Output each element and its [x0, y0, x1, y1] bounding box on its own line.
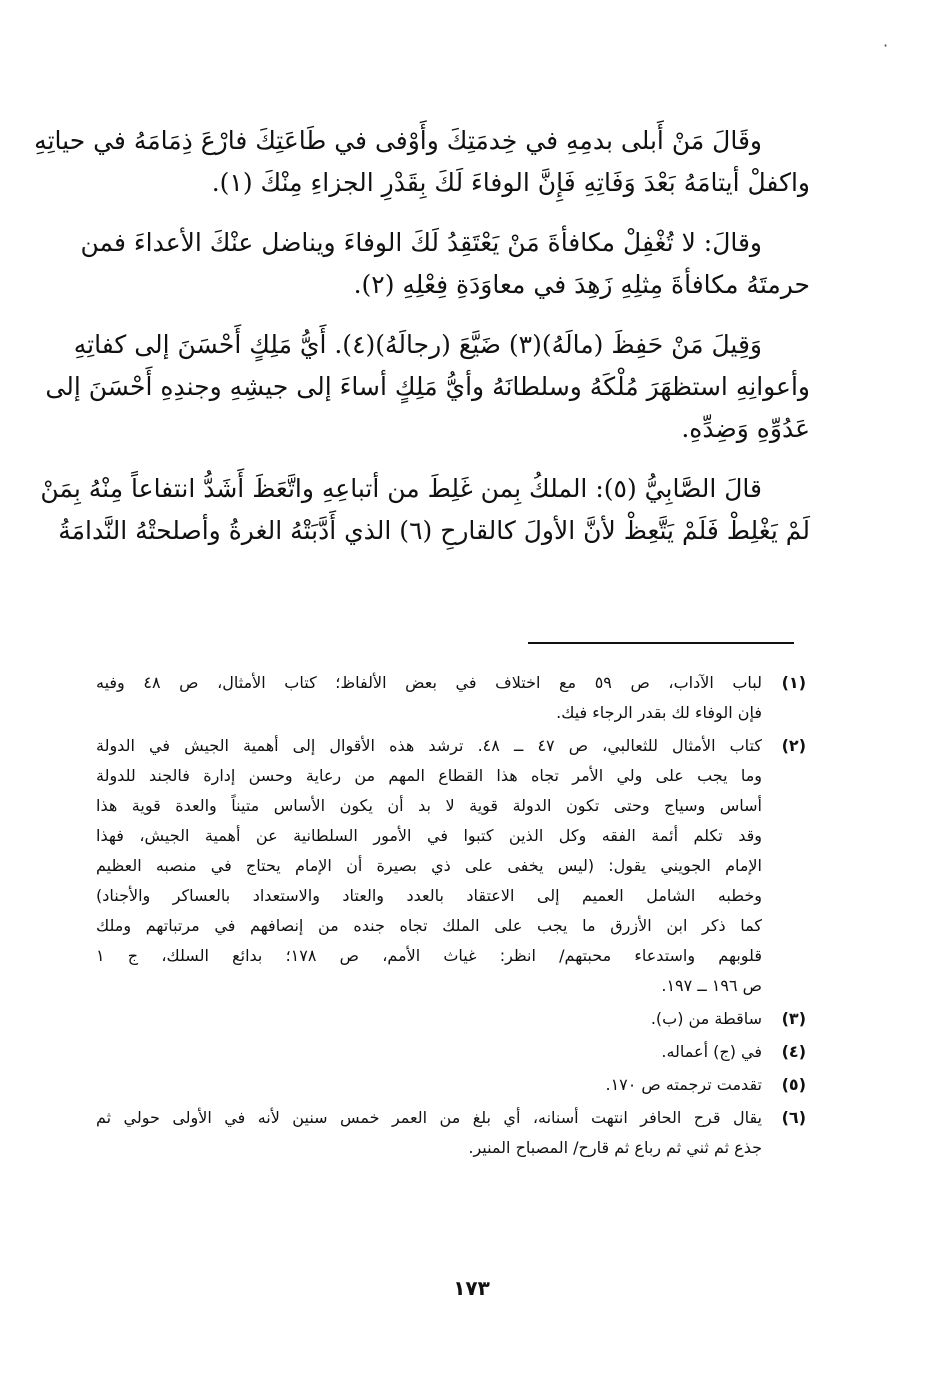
paragraph-3 — [45, 324, 810, 450]
footnote-5 — [96, 1070, 806, 1100]
corner-mark: · — [883, 36, 889, 55]
footnote-number: (٦) — [781, 1108, 806, 1127]
text-line: واكفلْ أيتامَهُ بَعْدَ وَفَاتِهِ فَإِنَّ الوفاءَ لَكَ بِقَدْرِ الجزاءِ مِنْكَ (١). — [211, 168, 810, 197]
footnote-line: كتاب الأمثال للثعالبي، ص ٤٧ ــ ٤٨. ترشد هذه الأقوال إلى أهمية الجيش في الدولة — [96, 736, 763, 755]
footnote-body — [96, 668, 762, 728]
footnote-number: (٢) — [781, 736, 806, 755]
text-line: لَمْ يَغْلِطْ فَلَمْ يَتَّعِظْ لأنَّ الأولَ كالقارحِ (٦) الذي أَدَّبَتْهُ الغرةُ وأصلحتْهُ النَّدامَةُ — [58, 516, 810, 545]
text-line: وقالَ: لا تُغْفِلْ مكافأةَ مَنْ يَعْتَقِدُ لَكَ الوفاءَ ويناضل عنْكَ الأعداءَ فمن — [80, 228, 762, 257]
footnote-number: (٥) — [781, 1075, 806, 1094]
footnote-number: (١) — [781, 673, 806, 692]
paragraph-1 — [34, 120, 810, 204]
footnote-line: وقد تكلم أئمة الفقه وكل الذين كتبوا في الأمور السلطانية عن أهمية الجيش، فهذا — [96, 826, 762, 845]
footnote-1 — [96, 668, 806, 728]
footnote-line: ص ١٩٦ ــ ١٩٧. — [661, 976, 762, 995]
footnote-body — [96, 1037, 762, 1067]
footnote-line: تقدمت ترجمته ص ١٧٠. — [605, 1075, 762, 1094]
footnote-line: فإن الوفاء لك بقدر الرجاء فيك. — [556, 703, 762, 722]
text-line: وأعوانِهِ استظهَرَ مُلْكَهُ وسلطانَهُ وأيُّ مَلِكٍ أساءَ إلى جيشِهِ وجندِهِ أَحْسَنَ إلى — [45, 372, 810, 401]
footnote-line: كما ذكر ابن الأزرق ما يجب على الملك تجاه جنده من إنصافهم في مرتباتهم وملك — [96, 916, 762, 935]
footnote-line: جذع ثم ثني ثم رباع ثم قارح/ المصباح المنير. — [468, 1138, 762, 1157]
paragraph-2 — [80, 222, 810, 306]
footnote-line: الإمام الجويني يقول: (ليس يخفى على ذي بصيرة أن الإمام يحتاج في منصبه العظيم — [96, 856, 762, 875]
footnote-number: (٣) — [781, 1009, 806, 1028]
text-line: قالَ الصَّابِيُّ (٥): الملكُ بِمن غَلِطَ من أتباعِهِ واتَّعَظَ أَشَدُّ انتفاعاً مِنْهُ بِمَنْ — [40, 474, 762, 503]
paragraph-4 — [40, 468, 810, 552]
footnote-line: في (ج) أعماله. — [661, 1042, 762, 1061]
footnote-line: وما يجب على ولي الأمر تجاه هذا القطاع المهم من رعاية وحسن إدارة فالجند للدولة — [96, 766, 762, 785]
text-line: حرمتَهُ مكافأةَ مِثلِهِ زَهِدَ في معاوَدَةِ فِعْلِهِ (٢). — [353, 270, 810, 299]
footnote-6 — [96, 1103, 806, 1163]
footnotes — [96, 668, 806, 1166]
footnote-body — [96, 1004, 762, 1034]
footnote-body — [96, 1103, 762, 1163]
text-line: وقَالَ مَنْ أَبلى بدمِهِ في خِدمَتِكَ وأَوْفى في طَاعَتِكَ فارْعَ ذِمَامَهُ في حياتِهِ — [34, 126, 762, 155]
footnote-line: قلوبهم واستدعاء محبتهم/ انظر: غياث الأمم، ص ١٧٨؛ بدائع السلك، ج ١ — [96, 946, 762, 965]
footnote-line: يقال قرح الحافر انتهت أسنانه، أي بلغ من العمر خمس سنين لأنه في الأولى حولي ثم — [96, 1108, 762, 1127]
footnote-line: ساقطة من (ب). — [650, 1009, 762, 1028]
page-number: ١٧٣ — [453, 1276, 490, 1300]
footnote-number: (٤) — [781, 1042, 806, 1061]
footnote-line: لباب الآداب، ص ٥٩ مع اختلاف في بعض الألفاظ؛ كتاب الأمثال، ص ٤٨ وفيه — [96, 673, 762, 692]
footnote-line: أساس وسياج وحتى تكون الدولة قوية لا بد أن يكون الأساس متيناً والعدة قوية هذا — [96, 796, 762, 815]
footnote-body — [96, 731, 762, 1001]
footnote-line: وخطبه الشامل العميم إلى الاعتقاد بالعدد والعتاد والاستعداد بالعساكر والأجناد) — [96, 886, 762, 905]
footnote-2 — [96, 731, 806, 1001]
footnote-body — [96, 1070, 762, 1100]
text-line: عَدُوِّهِ وَضِدِّهِ. — [681, 414, 810, 443]
footnote-4 — [96, 1037, 806, 1067]
text-line: وَقِيلَ مَنْ حَفِظَ (مالَهُ)(٣) ضَيَّعَ (رجالَهُ)(٤). أَيُّ مَلِكٍ أَحْسَنَ إلى كفاتِهِ — [73, 330, 762, 359]
footnote-separator — [528, 642, 794, 644]
footnote-3 — [96, 1004, 806, 1034]
main-text — [34, 120, 810, 570]
